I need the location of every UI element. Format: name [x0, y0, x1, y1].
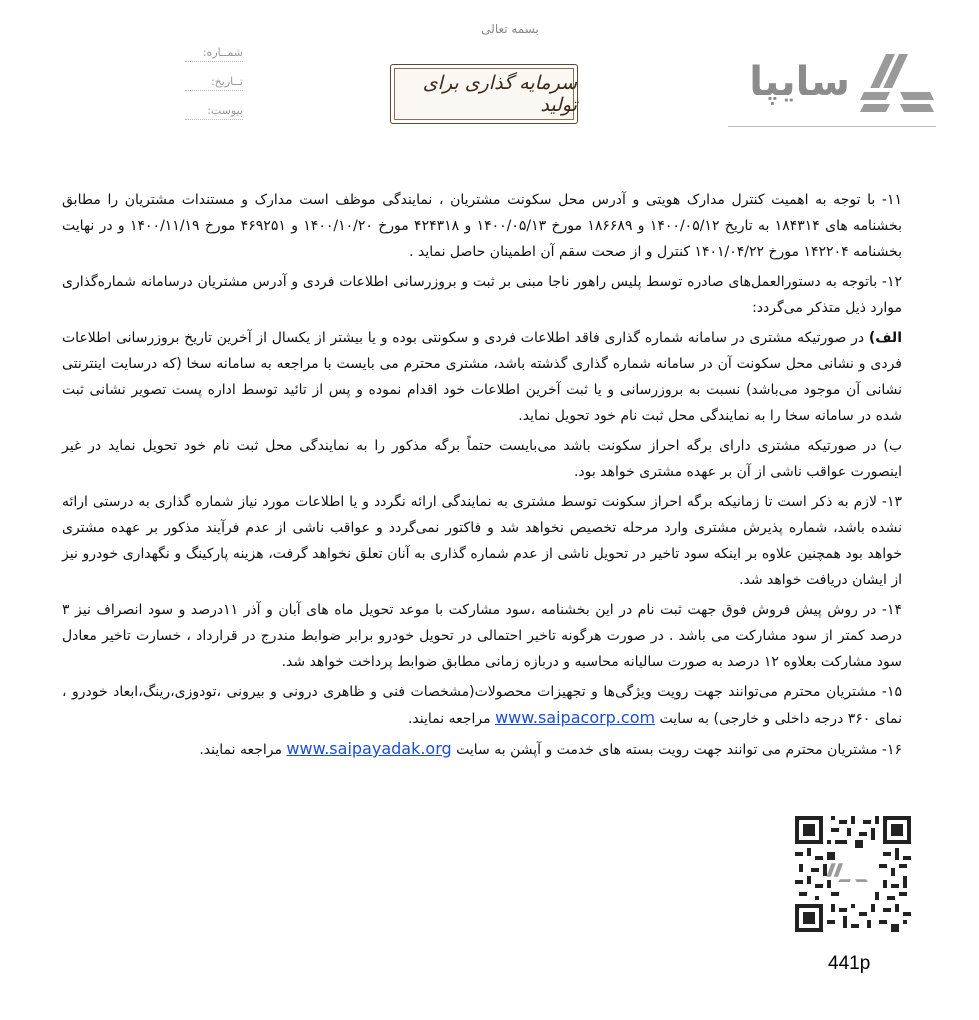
paragraph-12-a-prefix: الف)	[868, 330, 902, 346]
slogan-text: سرمایه گذاری برای تولید	[422, 72, 577, 116]
saipayadak-link[interactable]: www.saipayadak.org	[286, 739, 452, 758]
paragraph-13-text: ۱۳- لازم به ذکر است تا زمانیکه برگه احراز سکونت توسط مشتری به نمایندگی ارائه نگردد و یا اطلاعات مورد نیاز شماره گذاری به درستی ارائه نشده باشد، شماره پذیرش مشتری وارد مرحله تخصیص نخواهد شد و فاکتور نمی‌گردد و عواقب ناشی از عدم فرآیند مذکور بر عهده مشتری خواهد بود همچنین علاوه بر اینکه سود تاخیر در تحویل ناشی از عدم شماره گذاری به آنان تعلق نخواهد گرفت، هزینه پارکینگ و نگهداری خودرو نیز از ایشان دریافت خواهد شد.	[62, 494, 902, 588]
paragraph-12-b	[62, 433, 902, 485]
document-code: 441p	[828, 953, 871, 974]
paragraph-14-text: ۱۴- در روش پیش فروش فوق جهت ثبت نام در این بخشنامه ،سود مشارکت با موعد تحویل ماه های آبان و آذر ۱۱درصد و سود انصراف نیز ۳ درصد کمتر از سود مشارکت می باشد . در صورت هرگونه تاخیر احتمالی در تحویل خودرو برابر ضوابط مندرج در قرارداد ، خسارت تاخیر معادل سود مشارکت بعلاوه ۱۲ درصد به صورت سالیانه محاسبه و دربازه زمانی مطابق ضوابط پرداخت خواهد شد.	[62, 602, 902, 670]
saipa-logo	[728, 50, 936, 122]
saipa-emblem-icon	[858, 52, 934, 118]
paragraph-16-text: ۱۶- مشتریان محترم می توانند جهت رویت بسته های خدمت و آپشن به سایت	[456, 742, 902, 758]
paragraph-12	[62, 269, 902, 321]
saipacorp-link[interactable]: www.saipacorp.com	[495, 708, 656, 727]
paragraph-11-text: ۱۱- با توجه به اهمیت کنترل مدارک هویتی و آدرس محل سکونت مشتریان ، نمایندگی موظف است مدارک و مستندات مشتریان را مطابق بخشنامه های ۱۸۴۳۱۴ به تاریخ ۱۴۰۰/۰۵/۱۲ و ۱۸۶۶۸۹ مورخ ۱۴۰۰/۰۵/۱۳ و ۴۲۴۳۱۸ مورخ ۱۴۰۰/۱۰/۲۰ و ۴۶۹۲۵۱ مورخ ۱۴۰۰/۱۱/۱۹ و در نهایت بخشنامه ۱۴۲۲۰۴ مورخ ۱۴۰۱/۰۴/۲۲ کنترل و از صحت سقم آن اطمینان حاصل نماید .	[62, 192, 902, 260]
paragraph-15-suffix: مراجعه نمایند.	[407, 711, 491, 727]
brand-name: سایپا	[749, 59, 850, 105]
paragraph-12-b-text: ب) در صورتیکه مشتری دارای برگه احراز سکونت باشد می‌بایست حتماً برگه مذکور را به نمایندگی محل ثبت نام خود تحویل نماید در غیر اینصورت عواقب ناشی از آن بر عهده مشتری خواهد بود.	[62, 438, 902, 480]
paragraph-12-a	[62, 325, 902, 429]
paragraph-16-suffix: مراجعه نمایند.	[199, 742, 282, 758]
paragraph-16	[62, 736, 902, 763]
letter-meta	[185, 44, 243, 131]
letter-attachment-label: پیوست:	[185, 102, 243, 120]
letter-date-label: تــاریخ:	[185, 73, 243, 91]
letter-body	[62, 187, 902, 767]
slogan-banner	[390, 64, 578, 124]
paragraph-15-text: ۱۵- مشتریان محترم می‌توانند جهت رویت ویژگی‌ها و تجهیزات محصولات(مشخصات فنی و ظاهری درونی و بیرونی ،تودوزی،رینگ،ابعاد خودرو ، نمای ۳۶۰ درجه داخلی و خارجی) به سایت	[62, 684, 902, 727]
paragraph-14	[62, 597, 902, 675]
paragraph-15	[62, 679, 902, 732]
letter-number-label: شمــاره:	[185, 44, 243, 62]
paragraph-13	[62, 489, 902, 593]
basmala: بسمه تعالی	[481, 22, 539, 36]
paragraph-12-a-text: در صورتیکه مشتری در سامانه شماره گذاری فاقد اطلاعات فردی و سکونتی بوده و یا بیشتر از یکسال از آخرین تاریخ بروزرسانی اطلاعات فردی و نشانی محل سکونت آن در سامانه شماره گذاری گذشته باشد، مشتری محترم می بایست با مراجعه به سامانه سخا (که درسایت اینترنتی نشانی آن موجود می‌باشد) نسبت به بروزرسانی و یا ثبت آخرین اطلاعات خود اقدام نموده و پس از تائید توسط اداره پست تصویر نشانی ثبت شده در سامانه سخا را به نمایندگی محل ثبت نام خود تحویل نماید.	[62, 330, 902, 424]
logo-underline	[728, 126, 936, 127]
qr-code	[795, 816, 911, 932]
paragraph-12-text: ۱۲- باتوجه به دستورالعمل‌های صادره توسط پلیس راهور ناجا مبنی بر ثبت و بروزرسانی اطلاعات فردی و آدرس مشتریان درسامانه شماره‌گذاری موارد ذیل متذکر می‌گردد:	[62, 274, 902, 316]
paragraph-11	[62, 187, 902, 265]
